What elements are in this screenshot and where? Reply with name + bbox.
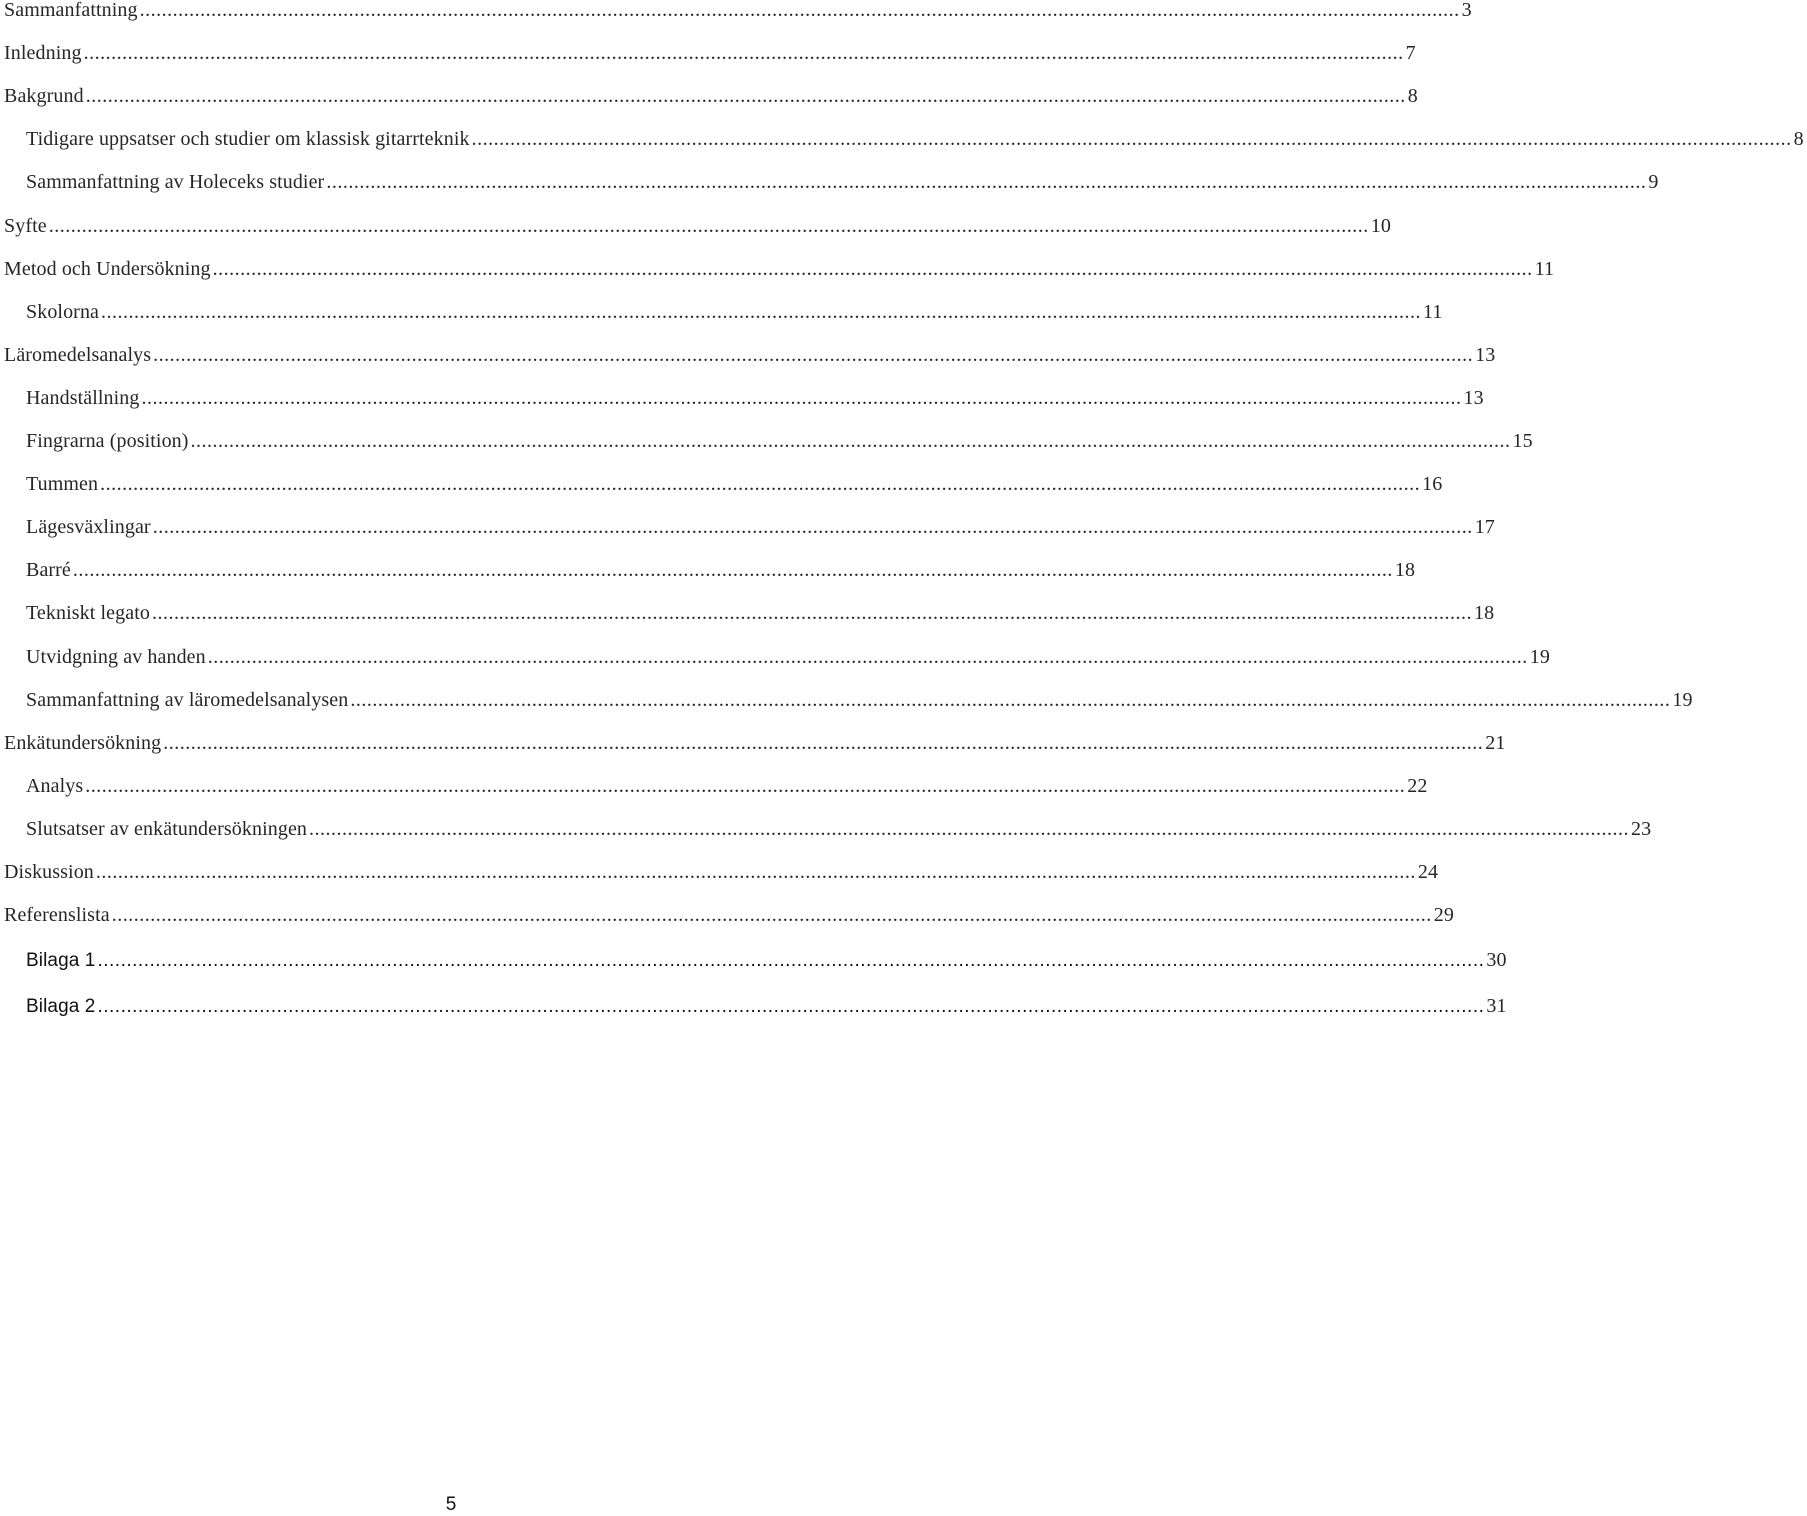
toc-entry-title: Inledning (4, 42, 82, 64)
toc-entry-page-number: 29 (1433, 904, 1454, 926)
toc-entry-title: Slutsatser av enkätundersökningen (26, 818, 308, 840)
toc-entry[interactable] (0, 127, 1804, 157)
toc-entry[interactable] (0, 343, 1496, 373)
toc-entry-page-number: 8 (1793, 128, 1804, 150)
toc-entry[interactable] (0, 170, 1659, 200)
toc-entry-title: Syfte (4, 215, 47, 237)
toc-entry-page-number: 15 (1512, 430, 1533, 452)
toc-entry[interactable] (0, 515, 1495, 545)
toc-entry-page-number: 21 (1485, 732, 1506, 754)
toc-entry-page-number: 16 (1422, 473, 1443, 495)
toc-entry-title: Bakgrund (4, 85, 84, 107)
toc-entry-title: Läromedelsanalys (4, 344, 152, 366)
toc-entry[interactable] (0, 817, 1652, 847)
toc-dot-leader (163, 731, 1483, 755)
toc-entry-page-number: 30 (1486, 949, 1507, 971)
toc-entry-title: Tidigare uppsatser och studier om klassisk gitarrteknik (26, 128, 470, 150)
toc-entry-title: Enkätundersökning (4, 732, 162, 754)
toc-entry-title: Referenslista (4, 904, 110, 926)
toc-entry[interactable] (0, 429, 1533, 459)
toc-dot-leader (86, 84, 1406, 108)
toc-dot-leader (84, 41, 1404, 65)
toc-entry[interactable] (0, 214, 1391, 244)
toc-dot-leader (191, 429, 1511, 453)
toc-entry-page-number: 8 (1407, 85, 1418, 107)
toc-dot-leader (208, 645, 1528, 669)
toc-entry[interactable] (0, 860, 1439, 890)
toc-entry-page-number: 10 (1370, 215, 1391, 237)
toc-dot-leader (142, 386, 1462, 410)
toc-dot-leader (97, 995, 1484, 1019)
toc-entry-title: Handställning (26, 387, 140, 409)
toc-dot-leader (112, 903, 1432, 927)
toc-entry[interactable] (0, 84, 1418, 114)
toc-entry[interactable] (0, 0, 1472, 28)
toc-entry[interactable] (0, 774, 1428, 804)
toc-entry-title: Bilaga 2 (26, 996, 96, 1017)
toc-dot-leader (101, 300, 1421, 324)
page-number: 5 (445, 1494, 457, 1515)
toc-dot-leader (85, 774, 1405, 798)
toc-entry-page-number: 11 (1534, 258, 1555, 280)
toc-dot-leader (152, 601, 1472, 625)
toc-entry-page-number: 11 (1423, 301, 1443, 323)
toc-entry-title: Tummen (26, 473, 99, 495)
toc-dot-leader (350, 688, 1670, 712)
toc-entry-page-number: 13 (1463, 387, 1484, 409)
toc-entry-page-number: 23 (1631, 818, 1652, 840)
toc-entry-page-number: 13 (1475, 344, 1496, 366)
toc-entry-title: Tekniskt legato (26, 602, 150, 624)
toc-entry-title: Sammanfattning av Holeceks studier (26, 171, 325, 193)
toc-entry[interactable] (0, 645, 1550, 675)
toc-entry-page-number: 24 (1417, 861, 1439, 883)
toc-entry-page-number: 31 (1486, 995, 1507, 1017)
toc-entry-title: Bilaga 1 (26, 950, 96, 971)
toc-dot-leader (213, 257, 1533, 281)
toc-entry-title: Sammanfattning (4, 0, 138, 21)
toc-entry[interactable] (0, 558, 1416, 588)
toc-entry-page-number: 22 (1407, 775, 1428, 797)
toc-dot-leader (309, 817, 1629, 841)
toc-dot-leader (153, 515, 1473, 539)
toc-dot-leader (100, 472, 1420, 496)
toc-dot-leader (97, 949, 1484, 973)
toc-entry[interactable] (0, 601, 1495, 631)
toc-dot-leader (73, 558, 1393, 582)
toc-entry-title: Utvidgning av handen (26, 646, 206, 668)
toc-entry-page-number: 7 (1405, 42, 1416, 64)
toc-entry-title: Skolorna (26, 301, 100, 323)
toc-entry[interactable] (0, 41, 1416, 71)
toc-dot-leader (96, 860, 1416, 884)
toc-entry-page-number: 18 (1394, 559, 1416, 581)
toc-entry[interactable] (0, 688, 1693, 718)
toc-dot-leader (472, 127, 1792, 151)
toc-entry-title: Lägesväxlingar (26, 516, 151, 538)
toc-entry[interactable] (0, 257, 1555, 287)
toc-dot-leader (326, 170, 1646, 194)
toc-entry-title: Fingrarna (position) (26, 430, 189, 452)
toc-entry-title: Analys (26, 775, 84, 797)
toc-entry-title: Metod och Undersökning (4, 258, 211, 280)
toc-dot-leader (49, 214, 1369, 238)
toc-dot-leader (153, 343, 1473, 367)
toc-entry-page-number: 17 (1474, 516, 1495, 538)
toc-dot-leader (140, 0, 1460, 22)
toc-entry[interactable] (0, 903, 1454, 933)
toc-entry-page-number: 9 (1648, 171, 1659, 193)
toc-entry-title: Sammanfattning av läromedelsanalysen (26, 689, 349, 711)
toc-entry[interactable] (0, 731, 1506, 761)
toc-entry[interactable] (0, 472, 1443, 502)
toc-entry-page-number: 18 (1473, 602, 1495, 624)
toc-entry-page-number: 19 (1529, 646, 1550, 668)
toc-entry-page-number: 19 (1672, 689, 1693, 711)
toc-entry-title: Diskussion (4, 861, 94, 883)
toc-entry[interactable] (0, 994, 1507, 1024)
toc-entry-page-number: 3 (1461, 0, 1472, 21)
toc-entry-title: Barré (26, 559, 71, 581)
toc-entry[interactable] (0, 386, 1484, 416)
toc-entry[interactable] (0, 300, 1443, 330)
toc-entry[interactable] (0, 948, 1507, 978)
